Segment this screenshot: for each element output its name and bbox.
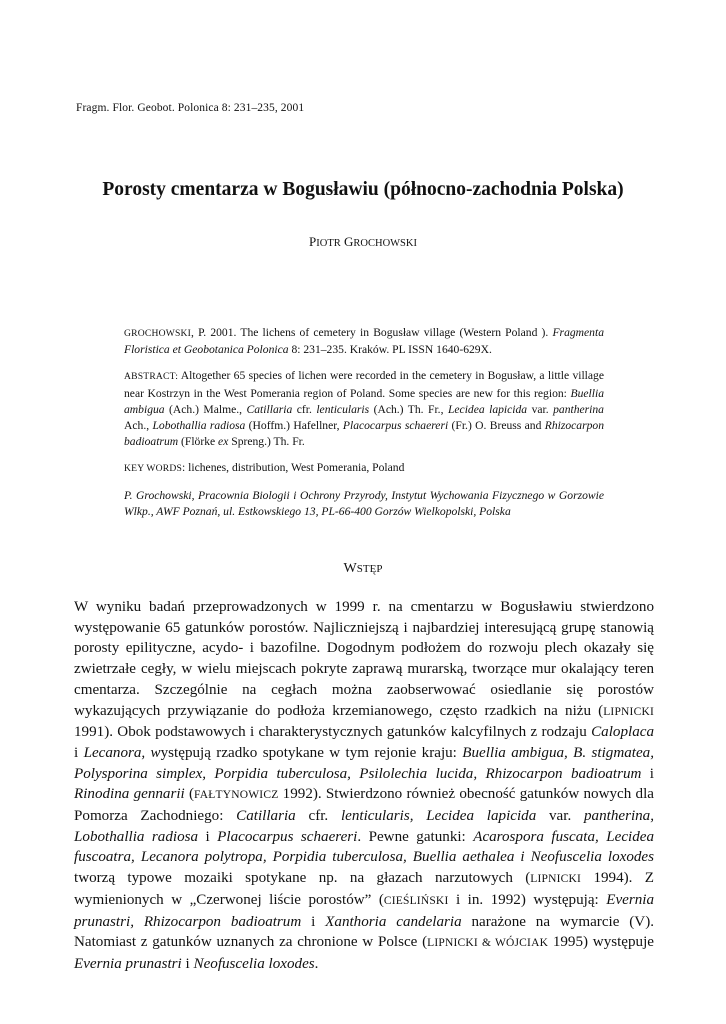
author-last-initial: G — [344, 234, 354, 249]
body-text: narażone na wymarcie (V). Natomiast z gatunków uznanych za chronione w Polsce ( — [74, 913, 654, 951]
keywords-label: KEY WORDS — [124, 463, 183, 475]
species-name: pantherina, Lobothallia radiosa — [74, 808, 654, 845]
body-text: tworzą typowe mozaiki spotykane np. na głazach narzutowych ( — [74, 870, 531, 887]
heading-initial: W — [343, 561, 357, 576]
species-name: Catillaria — [246, 402, 293, 416]
abstract-text: (Ach.) Th. Fr., — [369, 402, 448, 416]
author-name — [0, 234, 726, 250]
abstract-text: (Ach.) Malme., — [164, 402, 247, 416]
citation — [124, 325, 604, 358]
heading-rest: STĘP — [356, 563, 383, 575]
abstract-text: Altogether 65 species of lichen were recorded in the cemetery in Bogusław, a little village near Kostrzyn in the West Pomerania region of Poland. Some species are new for this region: — [124, 369, 604, 400]
cited-author: FAŁTYNOWICZ — [194, 789, 279, 802]
cited-author: LIPNICKI & WÓJCIAK — [427, 937, 549, 950]
body-text: i — [641, 765, 654, 782]
body-text: . — [314, 955, 319, 972]
cited-author: LIPNICKI — [530, 873, 582, 886]
section-heading — [0, 561, 726, 577]
abstract-text: Ach., — [124, 419, 153, 433]
body-text: . Pewne gatunki: — [357, 828, 474, 845]
species-name: Lobothallia radiosa — [152, 419, 246, 433]
body-text: ( — [184, 786, 195, 803]
species-name: Lecanora, w — [83, 744, 161, 761]
keywords-text: : lichenes, distribution, West Pomerania, Poland — [182, 461, 405, 475]
species-name: Buellia ambigua, B. stigmatea, Polysporina simplex, Porpidia tuberculosa, Psilolechia lucida, Rhizocarpon badioatrum — [74, 744, 655, 782]
species-name: Evernia prunastri — [74, 955, 182, 972]
body-text: W wyniku badań przeprowadzonych w 1999 r. na cmentarzu w Bogusławiu stwierdzono występowanie 65 gatunków porostów. Najliczniejszą i najbardziej interesującą grupę stanowią porosty epilityczne, acydo- i bazofilne. Dogodnym podłożem do rozwoju plech okazały się zwietrzałe cegły, w wielu miejscach pokryte zaprawą murarską, tworzące mur okalający teren cmentarza. Szczególnie na cegłach można zaobserwować osiedlanie się porostów wykazujących przywiązanie do podłoża krzemianowego, często rzadkich na niżu ( — [74, 599, 654, 719]
abstract-text: var. — [527, 402, 554, 416]
abstract — [124, 368, 604, 450]
author-first-initial: P — [309, 234, 317, 249]
abstract-text: (Flörke — [178, 435, 219, 449]
cited-author: LIPNICKI — [603, 705, 654, 718]
body-text: 1995) występuje — [548, 934, 654, 951]
species-name: Rhizocarpon badioatrum — [124, 419, 604, 449]
running-head: Fragm. Flor. Geobot. Polonica 8: 231–235, 2001 — [76, 102, 305, 114]
species-name: lenticularis — [316, 402, 370, 416]
author-first-rest: IOTR — [316, 238, 341, 249]
species-name: Placocarpus schaereri — [342, 419, 449, 433]
abstract-text: (Fr.) O. Breuss and — [448, 419, 545, 433]
species-name: Xanthoria candelaria — [325, 913, 462, 930]
author-last-rest: ROCHOWSKI — [353, 238, 417, 249]
author-address — [124, 488, 604, 520]
body-text: 1994). Z wymienionych w „Czerwonej liście porostów” ( — [74, 870, 654, 908]
body-text: i in. 1992) występują: — [448, 891, 607, 908]
citation-text-end: 8: 231–235. Kraków. PL ISSN 1640-629X. — [288, 343, 492, 357]
body-paragraph — [74, 597, 654, 975]
species-name: Evernia prunastri, Rhizocarpon badioatrum — [74, 891, 654, 930]
cited-author: CIEŚLIŃSKI — [383, 894, 449, 907]
species-name: Neofuscelia loxodes — [193, 955, 315, 972]
species-name: pantherina — [553, 402, 604, 416]
species-name: Acarospora fuscata, Lecidea fuscoatra, Lecanora polytropa, Porpidia tuberculosa, Buellia aethalea i Neofuscelia loxodes — [74, 828, 654, 866]
species-name: Lecidea lapicida — [447, 402, 528, 416]
address-text: P. Grochowski, Pracownia Biologii i Ochrony Przyrody, Instytut Wychowania Fizycznego w Gorzowie Wlkp., AWF Poznań, ul. Estkowskiego 13, PL-66-400 Gorzów Wielkopolski, Polska — [124, 488, 604, 518]
body-text: cfr. — [295, 808, 341, 825]
keywords — [124, 460, 604, 477]
body-text: i — [74, 744, 84, 761]
species-name: Catillaria — [236, 808, 296, 825]
species-name: ex — [218, 435, 229, 449]
abstract-text: cfr. — [292, 402, 317, 416]
citation-author: GROCHOWSKI — [124, 328, 192, 339]
citation-text: , P. 2001. The lichens of cemetery in Bogusław village (Western Poland ). — [191, 326, 553, 339]
species-name: Buellia ambigua — [124, 386, 604, 416]
body-text: 1991). Obok podstawowych i charakterystycznych gatunków kalcyfilnych z rodzaju — [74, 724, 592, 741]
body-text: i — [301, 913, 326, 930]
article-title: Porosty cmentarza w Bogusławiu (północno-zachodnia Polska) — [102, 179, 624, 200]
abstract-block — [124, 325, 604, 520]
body-text: i — [198, 828, 218, 845]
body-text: var. — [536, 808, 584, 825]
species-name: Caloplaca — [591, 724, 654, 741]
abstract-label: ABSTRACT: — [124, 371, 179, 383]
citation-journal: Fragmenta Floristica et Geobotanica Polonica — [124, 326, 604, 357]
abstract-text: (Hoffm.) Hafellner, — [245, 419, 343, 433]
species-name: Placocarpus schaereri — [217, 828, 358, 845]
body-text: i — [181, 955, 194, 972]
body-text: ystępują rzadko spotykane w tym rejonie kraju: — [160, 744, 463, 761]
body-text: 1992). Stwierdzono również obecność gatunków nowych dla Pomorza Zachodniego: — [74, 786, 654, 825]
species-name: Rinodina gennarii — [74, 786, 185, 803]
abstract-text: Spreng.) Th. Fr. — [228, 435, 305, 449]
species-name: lenticularis, Lecidea lapicida — [340, 808, 537, 825]
